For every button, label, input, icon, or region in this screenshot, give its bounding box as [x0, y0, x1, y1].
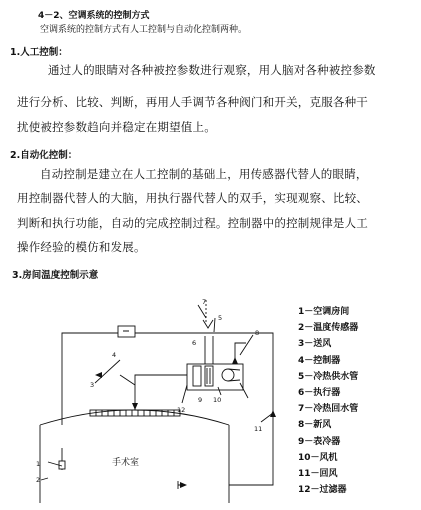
callout-label: 9 — [198, 396, 203, 404]
room-label: 手术室 — [112, 458, 140, 468]
legend-item: 7－冷热回水管 — [298, 404, 359, 415]
legend-item: 2－温度传感器 — [298, 323, 359, 334]
room-filter-grid — [90, 410, 180, 416]
room-outline — [40, 410, 229, 503]
section1-title: 1.人工控制： — [10, 47, 68, 58]
callout-label: 12 — [177, 406, 186, 414]
callout-label: 8 — [255, 329, 260, 337]
legend-item: 11－回风 — [298, 469, 338, 480]
section3-title: 3.房间温度控制示意 — [12, 270, 99, 281]
return-air-duct — [62, 333, 273, 485]
callout-label: 10 — [213, 396, 222, 404]
legend-item: 3－送风 — [298, 339, 332, 350]
legend-item: 9－表冷器 — [298, 436, 341, 447]
controller-box — [118, 326, 135, 337]
section1-line: 通过人的眼睛对各种被控参数进行观察，用人脑对各种被控参数 — [48, 63, 376, 77]
legend-item: 12－过滤器 — [298, 485, 347, 496]
callout-label: 5 — [218, 314, 223, 322]
legend-item: 6－执行器 — [298, 388, 341, 399]
diagram-legend — [298, 304, 358, 498]
callout-label: 3 — [90, 381, 95, 389]
callout-label: 4 — [112, 351, 117, 359]
legend-item: 5－冷热供水管 — [298, 371, 359, 382]
callout-label: 7 — [202, 298, 207, 306]
legend-item: 10－风机 — [298, 452, 338, 463]
intro-text: 空调系统的控制方式有人工控制与自动化控制两种。 — [40, 25, 248, 35]
section2-line: 判断和执行功能，自动的完成控制过程。控制器中的控制规律是人工 — [17, 216, 368, 230]
supply-air-duct — [135, 375, 187, 410]
fan-icon — [222, 369, 234, 381]
callout-label: 6 — [192, 339, 197, 347]
section2-line: 用控制器代替人的大脑，用执行器代替人的双手，实现观察、比较、 — [17, 191, 368, 205]
callout-label: 2 — [36, 476, 41, 484]
legend-item: 8－新风 — [298, 420, 332, 431]
legend-item: 4－控制器 — [298, 355, 341, 366]
section2-title: 2.自动化控制： — [10, 150, 78, 161]
section2-line: 自动控制是建立在人工控制的基础上，用传感器代替人的眼睛， — [40, 167, 368, 181]
callout-label: 1 — [36, 460, 41, 468]
heading-main: 4－2、空调系统的控制方式 — [38, 11, 150, 21]
section2-line: 操作经验的模仿和发展。 — [17, 240, 146, 254]
section1-line: 进行分析、比较、判断，再用人手调节各种阀门和开关，克服各种干 — [17, 95, 368, 109]
callout-label: 11 — [254, 425, 263, 433]
section1-line: 扰使被控参数趋向并稳定在期望值上。 — [17, 120, 216, 134]
legend-item: 1－空调房间 — [298, 307, 350, 317]
water-pipes — [205, 336, 213, 364]
